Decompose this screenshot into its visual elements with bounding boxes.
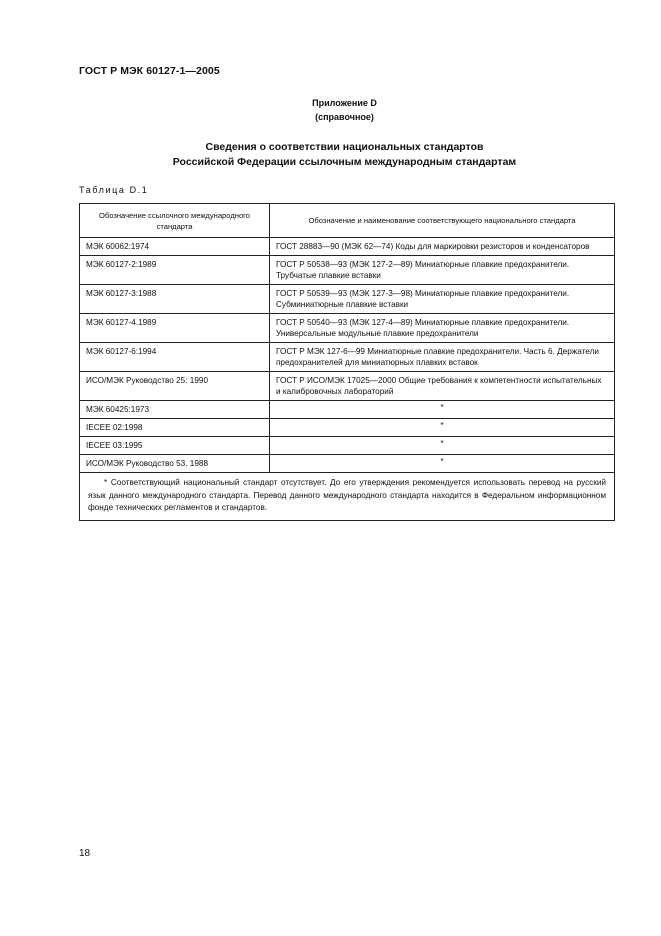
international-standard-cell: ИСО/МЭК Руководство 25: 1990 bbox=[80, 372, 270, 401]
table-row bbox=[80, 238, 615, 256]
international-standard-cell: ИСО/МЭК Руководство 53. 1988 bbox=[80, 455, 270, 473]
international-standard-cell: IECEE 03:1995 bbox=[80, 437, 270, 455]
table-row bbox=[80, 372, 615, 401]
national-standard-absent-marker: * bbox=[270, 419, 615, 437]
title-line-1: Сведения о соответствии национальных стандартов bbox=[205, 141, 484, 153]
table-row bbox=[80, 285, 615, 314]
appendix-kind: (справочное) bbox=[315, 112, 374, 122]
appendix-title bbox=[0, 140, 661, 170]
national-standard-cell: ГОСТ Р МЭК 127-6—99 Миниатюрные плавкие предохранители. Часть 6. Держатели предохранителей для миниатюрных плавких вставок bbox=[270, 343, 615, 372]
page-number: 18 bbox=[79, 848, 91, 859]
international-standard-cell: МЭК 60425:1973 bbox=[80, 401, 270, 419]
national-standard-absent-marker: * bbox=[270, 437, 615, 455]
table-footnote-row bbox=[80, 473, 615, 521]
national-standard-cell: ГОСТ 28883—90 (МЭК 62—74) Коды для маркировки резисторов и конденсаторов bbox=[270, 238, 615, 256]
international-standard-cell: МЭК 60127-2:1989 bbox=[80, 256, 270, 285]
document-header: ГОСТ Р МЭК 60127-1—2005 bbox=[79, 65, 220, 77]
table-footnote-cell bbox=[80, 473, 615, 521]
column-header-national: Обозначение и наименование соответствующего национального стандарта bbox=[270, 204, 615, 238]
international-standard-cell: МЭК 60062:1974 bbox=[80, 238, 270, 256]
table-header-row bbox=[80, 204, 615, 238]
table-caption: Таблица D.1 bbox=[79, 185, 149, 195]
table-footnote: * Соответствующий национальный стандарт отсутствует. До его утверждения рекомендуется использовать перевод на русский язык данного международного стандарта. Перевод данного международного стандарта находится в Федеральном информационном фонде технических регламентов и стандартов. bbox=[88, 478, 606, 512]
international-standard-cell: IECEE 02:1998 bbox=[80, 419, 270, 437]
table-row bbox=[80, 419, 615, 437]
table-row bbox=[80, 314, 615, 343]
standards-table bbox=[79, 203, 615, 521]
national-standard-cell: ГОСТ Р ИСО/МЭК 17025—2000 Общие требования к компетентности испытательных и калибровочных лабораторий bbox=[270, 372, 615, 401]
title-line-2: Российской Федерации ссылочным международным стандартам bbox=[172, 156, 517, 168]
national-standard-cell: ГОСТ Р 50538—93 (МЭК 127-2—89) Миниатюрные плавкие предохранители. Трубчатые плавкие вставки bbox=[270, 256, 615, 285]
international-standard-cell: МЭК 60127-4.1989 bbox=[80, 314, 270, 343]
table-row bbox=[80, 455, 615, 473]
appendix-label: Приложение D bbox=[312, 98, 377, 108]
national-standard-absent-marker: * bbox=[270, 401, 615, 419]
appendix-heading bbox=[0, 96, 661, 124]
table-row bbox=[80, 343, 615, 372]
national-standard-cell: ГОСТ Р 50539—93 (МЭК 127-3—98) Миниатюрные плавкие предохранители. Субминиатюрные плавкие вставки bbox=[270, 285, 615, 314]
table-row bbox=[80, 401, 615, 419]
national-standard-cell: ГОСТ Р 50540—93 (МЭК 127-4—89) Миниатюрные плавкие предохранители. Универсальные модульные плавкие предохранители bbox=[270, 314, 615, 343]
international-standard-cell: МЭК 60127-6:1994 bbox=[80, 343, 270, 372]
column-header-international: Обозначение ссылочного международного стандарта bbox=[80, 204, 270, 238]
table-row bbox=[80, 256, 615, 285]
table-row bbox=[80, 437, 615, 455]
national-standard-absent-marker: * bbox=[270, 455, 615, 473]
international-standard-cell: МЭК 60127-3:1988 bbox=[80, 285, 270, 314]
